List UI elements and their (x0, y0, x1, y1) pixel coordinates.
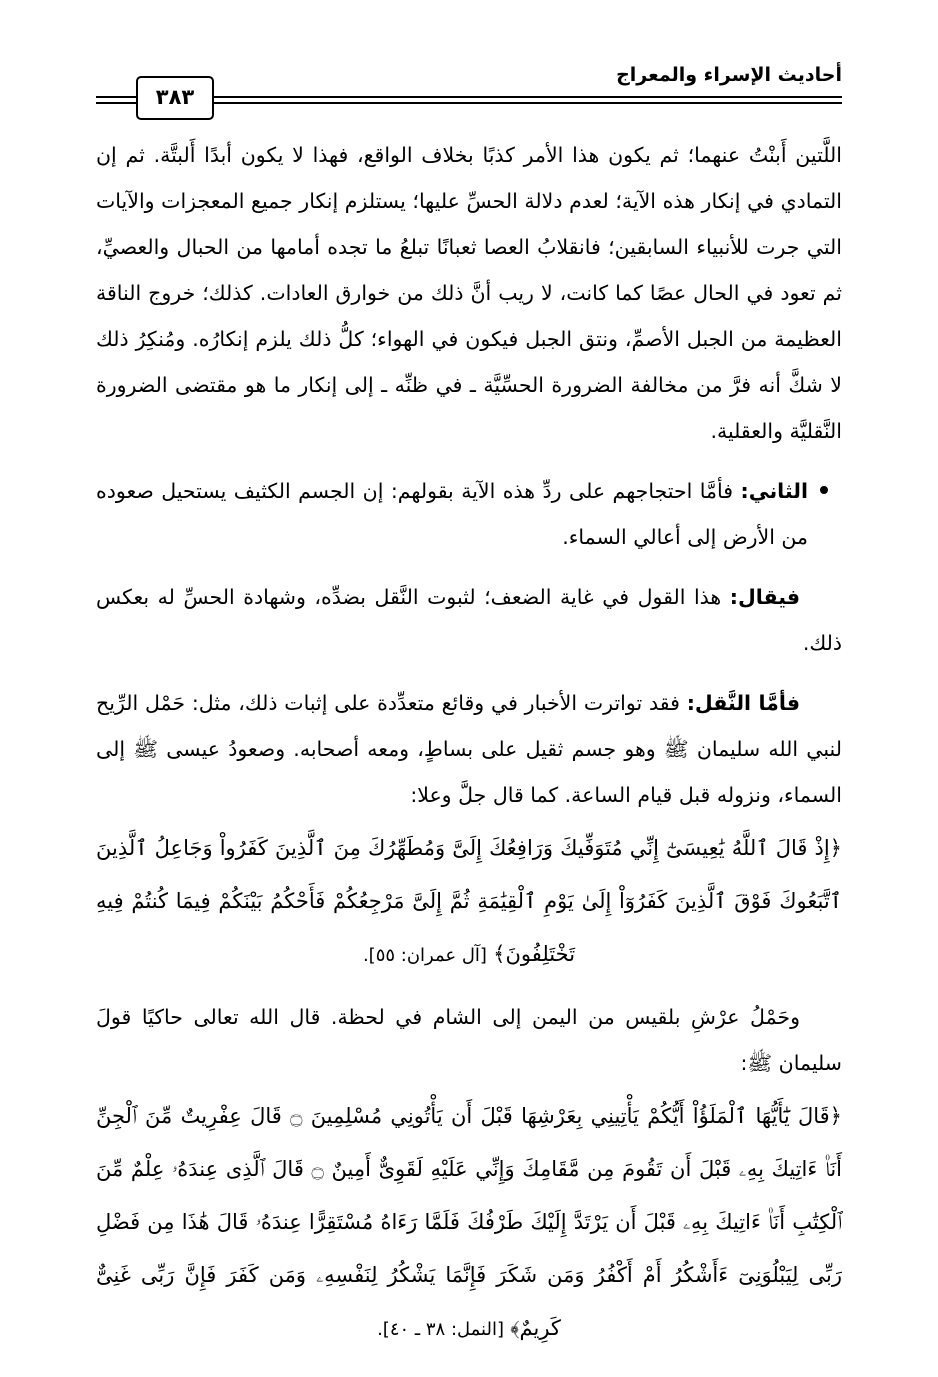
paragraph-5-text: وحَمْلُ عرْشِ بلقيس من اليمن إلى الشام في لحظة. قال الله تعالى حاكيًا قولَ سليمان ﷺ: (96, 1005, 842, 1075)
quran-quote-2 (96, 1090, 842, 1356)
spacer (96, 564, 842, 574)
spacer (96, 984, 842, 994)
paragraph-2 (96, 468, 842, 560)
paragraph-3-text: هذا القول في غاية الضعف؛ لثبوت النَّقل بضدِّه، وشهادة الحسِّ له بعكس ذلك. (96, 585, 842, 655)
quran-quote-2-text: ﴿قَالَ يَٰٓأَيُّهَا ٱلْمَلَؤُاْ أَيُّكُمْ يَأْتِينِي بِعَرْشِهَا قَبْلَ أَن يَأْتُونِي مُسْلِمِينَ ۝ قَالَ عِفْرِيتٌ مِّنَ ٱلْجِنِّ أَنَا۠ ءَاتِيكَ بِهِۦ قَبْلَ أَن تَقُومَ مِن مَّقَامِكَ وَإِنِّي عَلَيْهِ لَقَوِىٌّ أَمِينٌ ۝ قَالَ ٱلَّذِى عِندَهُۥ عِلْمٌ مِّنَ ٱلْكِتَٰبِ أَنَا۠ ءَاتِيكَ بِهِۦ قَبْلَ أَن يَرْتَدَّ إِلَيْكَ طَرْفُكَ فَلَمَّا رَءَاهُ مُسْتَقِرًّا عِندَهُۥ قَالَ هَٰذَا مِن فَضْلِ رَبِّى لِيَبْلُوَنِىٓ ءَأَشْكُرُ أَمْ أَكْفُرُ وَمَن شَكَرَ فَإِنَّمَا يَشْكُرُ لِنَفْسِهِۦ وَمَن كَفَرَ فَإِنَّ رَبِّى غَنِىٌّ كَرِيمٌ﴾ (96, 1104, 842, 1340)
paragraph-2-lead: الثاني: (740, 479, 808, 503)
running-head-title: أحاديث الإسراء والمعراج (616, 64, 842, 86)
quran-quote-1-text: ﴿إِذْ قَالَ ٱللَّهُ يَٰعِيسَىٰٓ إِنِّي مُتَوَفِّيكَ وَرَافِعُكَ إِلَىَّ وَمُطَهِّرُكَ مِنَ ٱلَّذِينَ كَفَرُواْ وَجَاعِلُ ٱلَّذِينَ ٱتَّبَعُوكَ فَوْقَ ٱلَّذِينَ كَفَرُوٓاْ إِلَىٰ يَوْمِ ٱلْقِيَٰمَةِ ثُمَّ إِلَىَّ مَرْجِعُكُمْ فَأَحْكُمُ بَيْنَكُمْ فِيمَا كُنتُمْ فِيهِ تَخْتَلِفُونَ﴾ (96, 836, 842, 966)
spacer (96, 670, 842, 680)
paragraph-4-text: فقد تواترت الأخبار في وقائع متعدِّدة على إثبات ذلك، مثل: حَمْل الرِّيح لنبي الله سليمان ﷺ وهو جسم ثقيل على بساطٍ، ومعه أصحابه. وصعودُ عيسى ﷺ إلى السماء، ونزوله قبل قيام الساعة. كما قال جلَّ وعلا: (96, 691, 842, 807)
header-rule (96, 84, 842, 110)
spacer (96, 458, 842, 468)
page-number-box (136, 76, 214, 120)
page-header (96, 62, 842, 118)
quran-quote-1 (96, 822, 842, 982)
page-content (96, 132, 842, 1340)
paragraph-3-lead: فيقال: (729, 585, 800, 609)
paragraph-1-text: اللَّتين أَبنْتُ عنهما؛ ثم يكون هذا الأمر كذبًا بخلاف الواقع، فهذا لا يكون أبدًا أَلبتَّة. ثم إن التمادي في إنكار هذه الآية؛ لعدم دلالة الحسِّ عليها؛ يستلزم إنكار جميع المعجزات والآيات التي جرت للأنبياء السابقين؛ فانقلابُ العصا ثعبانًا تبلعُ ما تجده أمامها من الحبال والعصيِّ، ثم تعود في الحال عصًا كما كانت، لا ريب أنَّ ذلك من خوارق العادات. كذلك؛ خروج الناقة العظيمة من الجبل الأصمِّ، ونتق الجبل فيكون في الهواء؛ كلُّ ذلك يلزم إنكارُه. ومُنكِرُ ذلك لا شكَّ أنه فرَّ من مخالفة الضرورة الحسِّيَّة ـ في ظنِّه ـ إلى إنكار ما هو مقتضى الضرورة النَّقليَّة والعقلية. (96, 143, 842, 443)
paragraph-1 (96, 132, 842, 454)
page-number: ٣٨٣ (155, 84, 195, 109)
paragraph-3 (96, 574, 842, 666)
paragraph-2-text: فأمَّا احتجاجهم على ردِّ هذه الآية بقولهم: إن الجسم الكثيف يستحيل صعوده من الأرض إلى أعالي السماء. (96, 479, 808, 549)
paragraph-5 (96, 994, 842, 1086)
paragraph-4 (96, 680, 842, 818)
paragraph-4-lead: فأمَّا النَّقل: (686, 691, 800, 715)
quran-quote-1-reference: [آل عمران: ٥٥]. (362, 945, 487, 966)
bullet-icon (820, 486, 828, 494)
quran-quote-2-reference: [النمل: ٣٨ ـ ٤٠]. (377, 1319, 504, 1340)
